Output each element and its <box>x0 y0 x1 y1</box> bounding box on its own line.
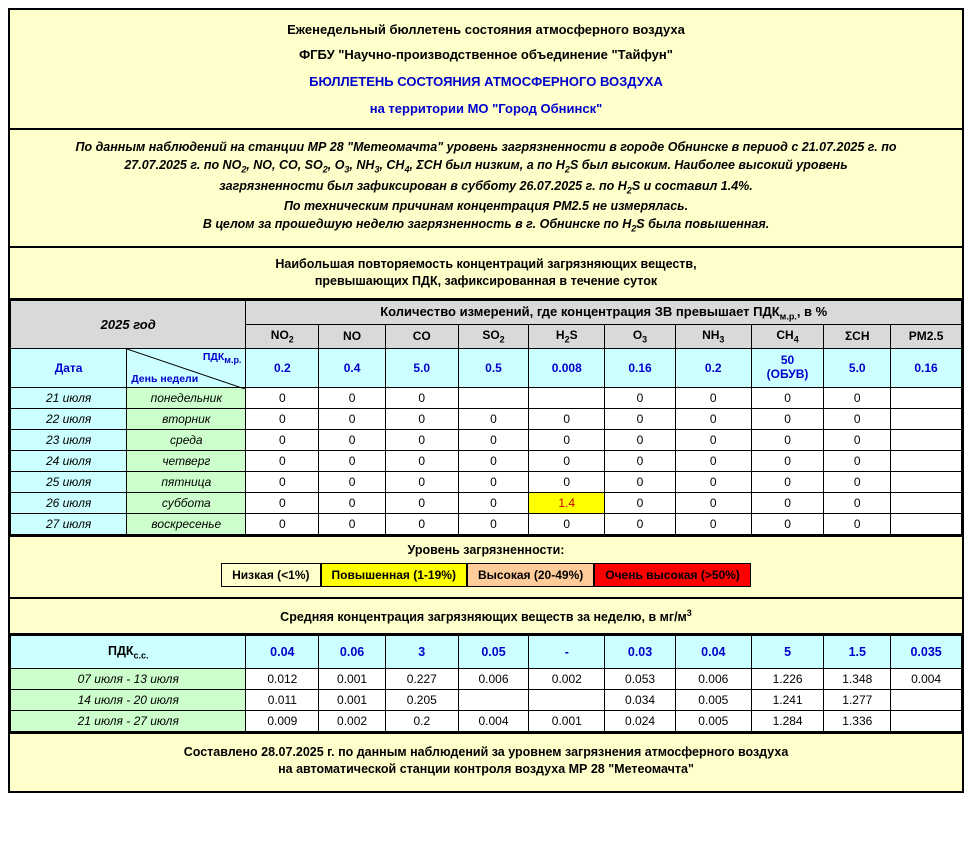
measurement-cell: 0 <box>529 450 605 471</box>
frequency-table <box>10 300 962 535</box>
average-period: 07 июля - 13 июля <box>11 668 246 689</box>
avg-pdk-h2s: - <box>529 635 605 668</box>
average-cell: 1.336 <box>824 710 891 731</box>
measurement-cell: 0 <box>751 513 824 534</box>
footer-block <box>10 734 962 791</box>
measurement-cell: 0 <box>751 471 824 492</box>
average-period: 14 июля - 20 июля <box>11 689 246 710</box>
table-row <box>11 408 962 429</box>
avg-pdk-so2: 0.05 <box>458 635 529 668</box>
measurement-cell: 0 <box>824 513 891 534</box>
table-row <box>11 513 962 534</box>
count-title: Количество измерений, где концентрация ЗВ превышает $ПДК_{м.р.}$, в % <box>246 300 962 325</box>
row-date: 26 июля <box>11 492 127 513</box>
average-cell: 0.005 <box>675 710 751 731</box>
measurement-cell: 0 <box>824 387 891 408</box>
pdk-row <box>11 348 962 387</box>
table-row <box>11 492 962 513</box>
measurement-cell: 0 <box>319 492 386 513</box>
measurement-cell: 0 <box>246 429 319 450</box>
measurement-cell: 0 <box>824 450 891 471</box>
measurement-cell: 0 <box>385 429 458 450</box>
avg-pdk-no2: 0.04 <box>246 635 319 668</box>
average-cell: 1.284 <box>751 710 824 731</box>
measurement-cell: 0 <box>751 408 824 429</box>
measurement-cell: 0 <box>385 513 458 534</box>
measurement-cell: 0 <box>319 471 386 492</box>
main-table-wrap <box>10 300 962 537</box>
average-cell: 0.002 <box>319 710 386 731</box>
measurement-cell: 0 <box>605 408 676 429</box>
average-cell <box>891 710 962 731</box>
diag-bottom-label: День недели <box>131 372 199 385</box>
measurement-cell: 0 <box>319 513 386 534</box>
level-elevated: Повышенная (1-19%) <box>321 563 467 587</box>
table-row <box>11 471 962 492</box>
average-cell: 0.004 <box>891 668 962 689</box>
avg-pdk-co: 3 <box>385 635 458 668</box>
measurement-cell <box>891 513 962 534</box>
average-cell: 1.277 <box>824 689 891 710</box>
measurement-cell: 0 <box>751 450 824 471</box>
row-date: 24 июля <box>11 450 127 471</box>
year-label: 2025 год <box>11 300 246 348</box>
subhead-block <box>10 248 962 300</box>
date-column-label: Дата <box>11 348 127 387</box>
row-weekday: воскресенье <box>127 513 246 534</box>
intro-line-2: 27.07.2025 г. по $NO_2$, NO, CO, $SO_2$, $O_3$, $NH_3$, $CH_4$, ΣCH был низким, а по $H_2S$ был высоким. Наиболее высокий уровень <box>124 158 848 175</box>
measurement-cell <box>891 387 962 408</box>
average-cell <box>458 689 529 710</box>
measurement-cell: 0 <box>385 471 458 492</box>
measurement-cell: 0 <box>605 492 676 513</box>
average-cell: 0.004 <box>458 710 529 731</box>
intro-line-1: По данным наблюдений на станции МР 28 "Метеомачта" уровень загрязненности в городе Обнинске в период с 21.07.2025 г. по <box>75 140 897 154</box>
measurement-cell: 0 <box>458 408 529 429</box>
measurement-cell: 0 <box>605 513 676 534</box>
average-cell: 0.205 <box>385 689 458 710</box>
measurement-cell: 0 <box>319 408 386 429</box>
intro-text <box>10 130 962 246</box>
measurement-cell: 0 <box>529 471 605 492</box>
average-cell: 0.009 <box>246 710 319 731</box>
avg-pdk-nh3: 0.04 <box>675 635 751 668</box>
pdk-value-so2: 0.5 <box>458 348 529 387</box>
intro-line-3: загрязненности был зафиксирован в субботу 26.07.2025 г. по $H_2S$ и составил 1.4%. <box>219 178 753 196</box>
pdk-value-no: 0.4 <box>319 348 386 387</box>
intro-block <box>10 130 962 248</box>
header-line-1: Еженедельный бюллетень состояния атмосферного воздуха <box>287 22 685 37</box>
measurement-cell: 0 <box>751 492 824 513</box>
measurement-cell: 0 <box>675 513 751 534</box>
average-table-wrap <box>10 635 962 734</box>
measurement-cell: 1.4 <box>529 492 605 513</box>
measurement-cell: 0 <box>385 492 458 513</box>
subhead-line-1: Наибольшая повторяемость концентраций загрязняющих веществ, <box>275 256 697 271</box>
measurement-cell <box>458 387 529 408</box>
gas-header-sumch: ΣCH <box>824 325 891 348</box>
measurement-cell: 0 <box>246 408 319 429</box>
levels-title: Уровень загрязненности: <box>407 542 565 557</box>
average-cell: 0.012 <box>246 668 319 689</box>
avg-pdk-pm25: 0.035 <box>891 635 962 668</box>
gas-header-o3: $O_3$ <box>605 325 676 348</box>
diag-top-label: $ПДК_{м.р.}$ <box>202 350 242 365</box>
average-cell: 0.006 <box>675 668 751 689</box>
row-date: 25 июля <box>11 471 127 492</box>
measurement-cell: 0 <box>319 450 386 471</box>
level-very-high: Очень высокая (>50%) <box>594 563 751 587</box>
average-cell: 0.001 <box>319 689 386 710</box>
row-weekday: четверг <box>127 450 246 471</box>
pdk-value-sumch: 5.0 <box>824 348 891 387</box>
measurement-cell: 0 <box>246 492 319 513</box>
measurement-cell <box>891 450 962 471</box>
measurement-cell: 0 <box>605 387 676 408</box>
measurement-cell: 0 <box>246 387 319 408</box>
gas-header-ch4: $CH_4$ <box>751 325 824 348</box>
measurement-cell: 0 <box>319 429 386 450</box>
measurement-cell: 0 <box>675 492 751 513</box>
measurement-cell <box>891 408 962 429</box>
average-cell: 0.001 <box>529 710 605 731</box>
average-pdk-row <box>11 635 962 668</box>
measurement-cell: 0 <box>751 429 824 450</box>
subhead-line-2: превышающих ПДК, зафиксированная в течение суток <box>314 273 658 288</box>
measurement-cell: 0 <box>751 387 824 408</box>
average-cell: 1.226 <box>751 668 824 689</box>
intro-line-5: В целом за прошедшую неделю загрязненность в г. Обнинске по $H_2S$ была повышенная. <box>202 217 770 234</box>
table-row <box>11 429 962 450</box>
level-high: Высокая (20-49%) <box>467 563 594 587</box>
measurement-cell: 0 <box>675 429 751 450</box>
row-date: 23 июля <box>11 429 127 450</box>
row-weekday: вторник <box>127 408 246 429</box>
gas-header-h2s: $H_2S$ <box>529 325 605 348</box>
measurement-cell <box>891 429 962 450</box>
average-row <box>11 668 962 689</box>
levels-row <box>10 563 962 587</box>
pdk-value-co: 5.0 <box>385 348 458 387</box>
header-line-4: на территории МО "Город Обнинск" <box>369 101 603 116</box>
header-line-3: БЮЛЛЕТЕНЬ СОСТОЯНИЯ АТМОСФЕРНОГО ВОЗДУХА <box>309 74 663 89</box>
measurement-cell: 0 <box>824 429 891 450</box>
levels-block <box>10 537 962 599</box>
row-weekday: понедельник <box>127 387 246 408</box>
measurement-cell: 0 <box>529 513 605 534</box>
header-block <box>10 10 962 130</box>
table-header-row-1 <box>11 300 962 325</box>
average-cell: 0.011 <box>246 689 319 710</box>
average-pdk-label: $ПДК_{с.с.}$ <box>11 635 246 668</box>
measurement-cell: 0 <box>824 471 891 492</box>
subhead-text <box>10 248 962 298</box>
measurement-cell: 0 <box>824 492 891 513</box>
footer-line-1: Составлено 28.07.2025 г. по данным наблюдений за уровнем загрязнения атмосферного воздуха <box>183 744 789 759</box>
gas-header-so2: $SO_2$ <box>458 325 529 348</box>
measurement-cell <box>891 471 962 492</box>
bulletin-frame <box>8 8 964 793</box>
average-cell: 0.053 <box>605 668 676 689</box>
measurement-cell: 0 <box>458 429 529 450</box>
measurement-cell: 0 <box>675 471 751 492</box>
measurement-cell: 0 <box>605 450 676 471</box>
gas-header-no2: $NO_2$ <box>246 325 319 348</box>
measurement-cell: 0 <box>246 450 319 471</box>
row-weekday: пятница <box>127 471 246 492</box>
row-weekday: среда <box>127 429 246 450</box>
measurement-cell: 0 <box>675 387 751 408</box>
pdk-value-nh3: 0.2 <box>675 348 751 387</box>
measurement-cell: 0 <box>458 492 529 513</box>
measurement-cell: 0 <box>385 450 458 471</box>
row-date: 21 июля <box>11 387 127 408</box>
measurement-cell: 0 <box>246 513 319 534</box>
average-cell: 0.001 <box>319 668 386 689</box>
avg-pdk-no: 0.06 <box>319 635 386 668</box>
pdk-value-o3: 0.16 <box>605 348 676 387</box>
average-cell: 1.348 <box>824 668 891 689</box>
average-period: 21 июля - 27 июля <box>11 710 246 731</box>
average-row <box>11 710 962 731</box>
avg-pdk-ch4: 5 <box>751 635 824 668</box>
gas-header-nh3: $NH_3$ <box>675 325 751 348</box>
average-cell: 0.024 <box>605 710 676 731</box>
table-row <box>11 450 962 471</box>
frequency-table-body <box>11 387 962 534</box>
row-date: 27 июля <box>11 513 127 534</box>
avg-pdk-o3: 0.03 <box>605 635 676 668</box>
pdk-value-ch4: 50 (ОБУВ) <box>751 348 824 387</box>
average-cell: 0.006 <box>458 668 529 689</box>
measurement-cell: 0 <box>824 408 891 429</box>
table-row <box>11 387 962 408</box>
average-title: Средняя концентрация загрязняющих веществ за неделю, в $мг/м^3$ <box>10 599 962 635</box>
row-date: 22 июля <box>11 408 127 429</box>
measurement-cell: 0 <box>675 450 751 471</box>
measurement-cell: 0 <box>385 387 458 408</box>
gas-header-no: NO <box>319 325 386 348</box>
average-table <box>10 635 962 732</box>
average-cell: 0.034 <box>605 689 676 710</box>
measurement-cell: 0 <box>319 387 386 408</box>
avg-pdk-sumch: 1.5 <box>824 635 891 668</box>
gas-header-co: CO <box>385 325 458 348</box>
average-cell: 0.2 <box>385 710 458 731</box>
average-cell <box>529 689 605 710</box>
row-weekday: суббота <box>127 492 246 513</box>
measurement-cell: 0 <box>605 471 676 492</box>
measurement-cell: 0 <box>529 429 605 450</box>
average-table-body <box>11 668 962 731</box>
measurement-cell: 0 <box>675 408 751 429</box>
measurement-cell: 0 <box>529 408 605 429</box>
pdk-value-pm25: 0.16 <box>891 348 962 387</box>
measurement-cell <box>891 492 962 513</box>
level-low: Низкая (<1%) <box>221 563 320 587</box>
average-cell: 0.002 <box>529 668 605 689</box>
average-cell <box>891 689 962 710</box>
measurement-cell: 0 <box>605 429 676 450</box>
diagonal-header-cell <box>127 348 246 387</box>
measurement-cell: 0 <box>458 513 529 534</box>
gas-header-pm25: PM2.5 <box>891 325 962 348</box>
measurement-cell: 0 <box>385 408 458 429</box>
footer-line-2: на автоматической станции контроля воздуха МР 28 "Метеомачта" <box>278 762 694 777</box>
average-cell: 0.227 <box>385 668 458 689</box>
intro-line-4: По техническим причинам концентрация PM2.5 не измерялась. <box>283 199 689 214</box>
average-cell: 0.005 <box>675 689 751 710</box>
header-line-2: ФГБУ "Научно-производственное объединение "Тайфун" <box>299 47 673 62</box>
pdk-value-h2s: 0.008 <box>529 348 605 387</box>
measurement-cell: 0 <box>246 471 319 492</box>
measurement-cell: 0 <box>458 450 529 471</box>
average-row <box>11 689 962 710</box>
average-cell: 1.241 <box>751 689 824 710</box>
pdk-value-no2: 0.2 <box>246 348 319 387</box>
measurement-cell <box>529 387 605 408</box>
measurement-cell: 0 <box>458 471 529 492</box>
